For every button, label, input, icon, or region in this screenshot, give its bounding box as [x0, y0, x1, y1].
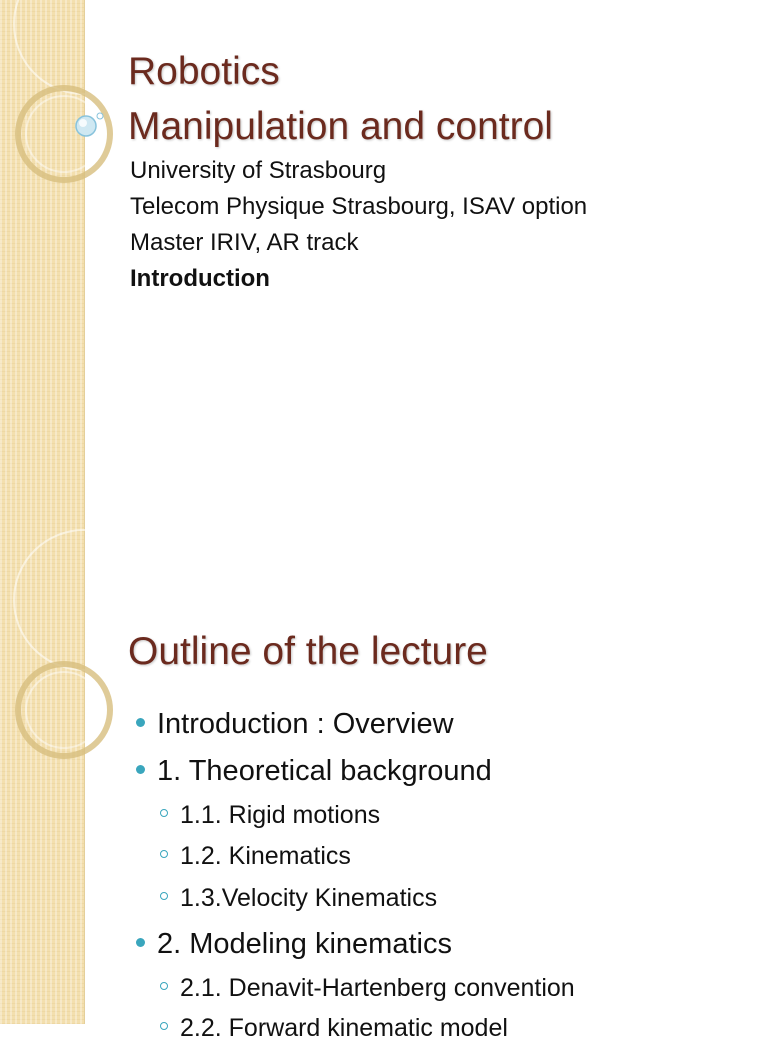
sub-bullet-item	[160, 1016, 508, 1041]
bullet-dot-icon	[136, 938, 145, 947]
subtitle-master: Master IRIV, AR track	[130, 229, 359, 256]
bullet-text: 2.2. Forward kinematic model	[180, 1014, 508, 1042]
outline-title: Outline of the lecture	[128, 630, 488, 673]
circle-bullet-icon	[160, 892, 168, 900]
circle-bullet-icon	[160, 982, 168, 990]
sub-bullet-item	[160, 976, 575, 1001]
outline-slide	[0, 576, 768, 1042]
bullet-item	[136, 710, 454, 739]
bullet-text: 2.1. Denavit-Hartenberg convention	[180, 974, 575, 1002]
title-line-1: Robotics	[128, 50, 280, 93]
title-line-2: Manipulation and control	[128, 105, 553, 148]
bullet-text: 1.2. Kinematics	[180, 842, 351, 870]
bubble-icon	[0, 0, 120, 160]
subtitle-school: Telecom Physique Strasbourg, ISAV option	[130, 193, 588, 220]
bullet-item	[136, 757, 492, 786]
sub-bullet-item	[160, 803, 380, 828]
circle-bullet-icon	[160, 809, 168, 817]
circle-bullet-icon	[160, 850, 168, 858]
bullet-text: 1. Theoretical background	[157, 755, 492, 787]
section-label: Introduction	[130, 265, 270, 292]
subtitle-university: University of Strasbourg	[130, 157, 387, 184]
bullet-item	[136, 930, 452, 959]
bullet-text: 1.1. Rigid motions	[180, 801, 381, 829]
sub-bullet-item	[160, 844, 351, 869]
bullet-dot-icon	[136, 718, 145, 727]
bullet-text: Introduction : Overview	[157, 708, 454, 740]
sub-bullet-item	[160, 886, 437, 911]
bullet-text: 2. Modeling kinematics	[157, 928, 452, 960]
bullet-dot-icon	[136, 765, 145, 774]
bullet-text: 1.3.Velocity Kinematics	[180, 884, 438, 912]
circle-bullet-icon	[160, 1022, 168, 1030]
